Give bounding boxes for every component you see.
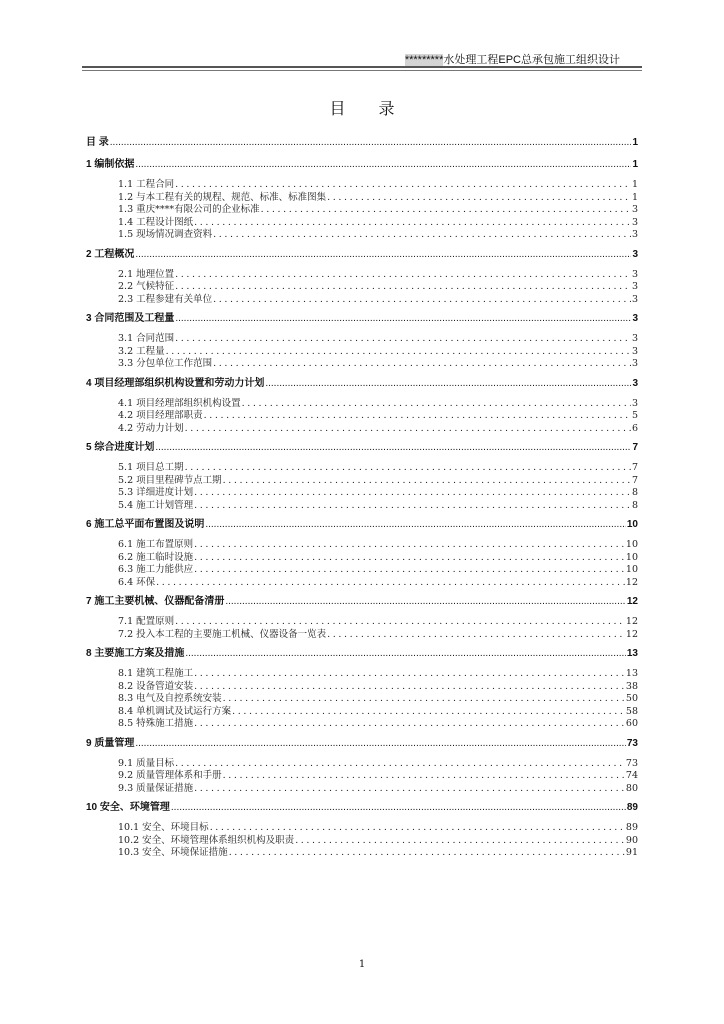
toc-subentry[interactable] (86, 459, 638, 472)
dot-leader (194, 564, 625, 575)
toc-entry[interactable] (86, 133, 638, 149)
toc-section (86, 245, 638, 304)
toc-subentries (86, 536, 638, 586)
toc-subentry[interactable] (86, 561, 638, 574)
dot-leader (204, 410, 631, 421)
toc-subentry-page: 80 (625, 782, 638, 794)
dot-leader (223, 770, 625, 781)
toc-subentry-page: 3 (631, 333, 638, 344)
toc-entry[interactable] (86, 309, 638, 325)
toc-subentry-label: 7.1 配置原则 (118, 616, 175, 627)
toc-subentry-label: 9.3 质量保证措施 (118, 782, 194, 794)
toc-subentry[interactable] (86, 574, 638, 587)
toc-subentry-page: 3 (631, 216, 638, 228)
toc-subentries (86, 665, 638, 728)
toc-entry-page: 1 (632, 137, 638, 148)
toc-subentry-page: 58 (625, 705, 638, 717)
toc-subentry[interactable] (86, 214, 638, 227)
toc-subentry-page: 10 (625, 539, 638, 550)
toc-section (86, 644, 638, 728)
toc-subentry[interactable] (86, 715, 638, 728)
toc-entry-page: 1 (632, 159, 638, 170)
toc-subentry-page: 7 (631, 474, 638, 486)
toc-subentry-page: 3 (631, 268, 638, 280)
toc-subentry-label: 3.3 分包单位工作范围 (118, 358, 213, 369)
dot-leader (156, 577, 625, 588)
toc-section (86, 133, 638, 149)
toc-entry[interactable] (86, 155, 638, 171)
toc-subentry-label: 5.3 详细进度计划 (118, 487, 194, 498)
toc-subentry-page: 3 (631, 358, 638, 369)
toc-subentries (86, 459, 638, 509)
toc-subentry-page: 12 (625, 628, 638, 640)
toc-entry-page: 3 (632, 313, 638, 324)
toc-subentry-label: 10.3 安全、环境保证措施 (118, 847, 228, 858)
toc-subentry-label: 6.4 环保 (118, 576, 156, 588)
toc-subentry-page: 10 (625, 564, 638, 575)
toc-subentries (86, 395, 638, 433)
toc-subentry-label: 8.2 设备管道安装 (118, 680, 194, 692)
toc-entry-label: 6 施工总平面布置图及说明 (86, 519, 205, 530)
toc-entry-label: 7 施工主要机械、仪器配备清册 (86, 596, 225, 607)
toc-entry[interactable] (86, 374, 638, 390)
dot-leader (194, 487, 631, 498)
toc-subentry[interactable] (86, 355, 638, 368)
toc-subentry[interactable] (86, 291, 638, 304)
toc-subentries (86, 613, 638, 638)
toc-subentry[interactable] (86, 407, 638, 420)
toc-subentry[interactable] (86, 420, 638, 433)
toc-entry-page: 73 (626, 737, 638, 749)
toc-subentry-label: 8.4 单机调试及试运行方案 (118, 705, 232, 717)
toc-subentry-label: 1.5 现场情况调查资料 (118, 229, 213, 240)
dot-leader (232, 706, 625, 717)
dot-leader (213, 294, 631, 305)
toc-subentry[interactable] (86, 678, 638, 691)
toc-entry[interactable] (86, 734, 638, 750)
header-mask: ********* (404, 54, 444, 66)
toc-entry[interactable] (86, 245, 638, 261)
toc-subentries (86, 330, 638, 368)
dot-leader (175, 758, 625, 769)
dot-leader (194, 500, 631, 511)
toc-subentry[interactable] (86, 472, 638, 485)
toc-subentry-label: 8.5 特殊施工措施 (118, 718, 194, 729)
dot-leader (213, 229, 631, 240)
dot-leader (229, 847, 625, 858)
toc-section (86, 798, 638, 857)
dot-leader (175, 269, 631, 280)
toc-subentry-page: 38 (625, 680, 638, 692)
toc-entry-label: 3 合同范围及工程量 (86, 313, 175, 324)
running-header (405, 51, 620, 67)
toc-subentry[interactable] (86, 484, 638, 497)
toc-section (86, 309, 638, 368)
toc-subentry[interactable] (86, 201, 638, 214)
toc-subentry[interactable] (86, 755, 638, 768)
dot-leader (166, 346, 631, 357)
toc-subentry-label: 1.4 工程设计图纸 (118, 216, 194, 228)
toc-subentry-page: 7 (631, 462, 638, 473)
header-title: 水处理工程EPC总承包施工组织设计 (443, 54, 620, 66)
toc-subentry-page: 13 (625, 668, 638, 679)
dot-leader (223, 475, 631, 486)
toc-subentry-page: 50 (625, 693, 638, 704)
toc-subentry-page: 3 (631, 345, 638, 357)
toc-subentry-label: 2.2 气候特征 (118, 281, 175, 292)
toc-subentry-page: 8 (631, 499, 638, 511)
toc-subentry[interactable] (86, 278, 638, 291)
toc-entry-label: 5 综合进度计划 (86, 442, 155, 453)
toc-subentry-label: 6.1 施工布置原则 (118, 539, 194, 550)
dot-leader (175, 313, 631, 324)
toc-subentry-label: 1.1 工程合同 (118, 179, 175, 190)
dot-leader (155, 442, 631, 453)
toc-subentry-page: 1 (631, 191, 638, 203)
toc-subentry[interactable] (86, 266, 638, 279)
toc-subentries (86, 176, 638, 239)
toc-subentry[interactable] (86, 665, 638, 678)
toc-subentry-page: 3 (631, 397, 638, 409)
dot-leader (194, 539, 625, 550)
toc-subentry-label: 3.1 合同范围 (118, 333, 175, 344)
toc-entry-label: 2 工程概况 (86, 248, 135, 260)
dot-leader (175, 281, 631, 292)
toc-entry-page: 13 (626, 648, 638, 659)
toc-subentry-page: 1 (631, 179, 638, 190)
toc-section (86, 515, 638, 586)
dot-leader (194, 552, 625, 563)
toc-subentry-page: 74 (625, 770, 638, 781)
toc-entry-page: 3 (632, 248, 638, 260)
toc-section (86, 592, 638, 638)
toc-subentry[interactable] (86, 832, 638, 845)
toc-subentry[interactable] (86, 613, 638, 626)
toc-subentry-label: 10.2 安全、环境管理体系组织机构及职责 (118, 834, 295, 846)
toc-entry[interactable] (86, 438, 638, 454)
dot-leader (261, 204, 631, 215)
toc-subentry-page: 8 (631, 487, 638, 498)
dot-leader (213, 358, 631, 369)
table-of-contents (86, 133, 638, 857)
dot-leader (135, 159, 631, 170)
toc-entry-label: 1 编制依据 (86, 159, 135, 170)
toc-subentry-label: 4.2 劳动力计划 (118, 422, 184, 434)
dot-leader (194, 783, 625, 794)
dot-leader (327, 629, 625, 640)
toc-subentry[interactable] (86, 549, 638, 562)
toc-subentry[interactable] (86, 330, 638, 343)
toc-subentry-page: 73 (625, 757, 638, 769)
toc-entry-label: 9 质量管理 (86, 737, 135, 749)
toc-subentry-label: 9.1 质量目标 (118, 757, 175, 769)
toc-entry[interactable] (86, 515, 638, 531)
toc-subentry-label: 4.1 项目经理部组织机构设置 (118, 397, 241, 409)
toc-subentry-label: 8.3 电气及自控系统安装 (118, 693, 222, 704)
toc-subentry[interactable] (86, 226, 638, 239)
toc-subentry[interactable] (86, 703, 638, 716)
dot-leader (194, 718, 625, 729)
toc-entry[interactable] (86, 798, 638, 814)
dot-leader (194, 681, 625, 692)
toc-subentry-page: 91 (625, 847, 638, 858)
dot-leader (194, 217, 631, 228)
toc-subentry[interactable] (86, 536, 638, 549)
page-number: 1 (358, 959, 366, 970)
toc-subentry-label: 7.2 投入本工程的主要施工机械、仪器设备一览表 (118, 628, 327, 640)
dot-leader (171, 802, 626, 813)
toc-subentry-page: 5 (631, 410, 638, 421)
toc-entry-label: 10 安全、环境管理 (86, 802, 170, 813)
toc-subentry-label: 3.2 工程量 (118, 345, 165, 357)
toc-subentry-page: 60 (625, 718, 638, 729)
toc-entry-page: 12 (626, 596, 638, 607)
toc-entry-page: 3 (632, 377, 638, 389)
toc-subentry-label: 5.4 施工计划管理 (118, 499, 194, 511)
toc-entry-label: 4 项目经理部组织机构设置和劳动力计划 (86, 377, 265, 389)
toc-section (86, 374, 638, 433)
toc-subentry-page: 3 (631, 204, 638, 215)
toc-subentry-label: 5.2 项目里程碑节点工期 (118, 474, 222, 486)
toc-subentry[interactable] (86, 626, 638, 639)
toc-subentry-label: 9.2 质量管理体系和手册 (118, 770, 222, 781)
dot-leader (223, 693, 625, 704)
dot-leader (185, 648, 626, 659)
toc-subentry-label: 2.3 工程参建有关单位 (118, 293, 213, 305)
toc-subentry[interactable] (86, 767, 638, 780)
toc-entry[interactable] (86, 592, 638, 608)
dot-leader (265, 378, 631, 389)
dot-leader (135, 249, 631, 260)
toc-subentry-label: 4.2 项目经理部职责 (118, 410, 203, 421)
toc-subentry-page: 6 (631, 422, 638, 434)
toc-entry-page: 89 (626, 802, 638, 813)
toc-entry-label: 目 录 (86, 137, 109, 148)
toc-entry-page: 10 (626, 519, 638, 530)
toc-subentry-label: 10.1 安全、环境目标 (118, 822, 209, 833)
toc-subentry[interactable] (86, 780, 638, 793)
toc-section (86, 734, 638, 793)
toc-subentry[interactable] (86, 819, 638, 832)
toc-subentry-label: 1.2 与本工程有关的规程、规范、标准、标准图集 (118, 191, 327, 203)
toc-subentry-page: 89 (625, 822, 638, 833)
toc-entry-label: 8 主要施工方案及措施 (86, 648, 185, 659)
toc-subentry-page: 10 (625, 551, 638, 563)
toc-subentry-label: 8.1 建筑工程施工 (118, 668, 194, 679)
toc-subentries (86, 819, 638, 857)
toc-subentries (86, 755, 638, 793)
toc-subentry-page: 3 (631, 281, 638, 292)
dot-leader (327, 192, 631, 203)
dot-leader (242, 398, 631, 409)
toc-subentry[interactable] (86, 844, 638, 857)
toc-subentry[interactable] (86, 189, 638, 202)
toc-subentry-page: 3 (631, 229, 638, 240)
toc-subentry[interactable] (86, 497, 638, 510)
dot-leader (135, 738, 626, 749)
toc-entry[interactable] (86, 644, 638, 660)
dot-leader (205, 519, 626, 530)
dot-leader (295, 835, 625, 846)
dot-leader (225, 596, 626, 607)
dot-leader (185, 462, 631, 473)
toc-subentry[interactable] (86, 343, 638, 356)
toc-subentry-label: 6.3 施工力能供应 (118, 564, 194, 575)
toc-subentry[interactable] (86, 690, 638, 703)
toc-subentry-label: 5.1 项目总工期 (118, 462, 184, 473)
toc-section (86, 438, 638, 509)
toc-subentry-label: 6.2 施工临时设施 (118, 551, 194, 563)
dot-leader (110, 137, 632, 148)
toc-subentry-page: 12 (625, 616, 638, 627)
toc-title: 目 录 (329, 99, 409, 118)
dot-leader (175, 333, 631, 344)
toc-subentry[interactable] (86, 176, 638, 189)
toc-subentry[interactable] (86, 395, 638, 408)
toc-subentries (86, 266, 638, 304)
dot-leader (194, 668, 625, 679)
toc-entry-page: 7 (632, 442, 638, 453)
toc-subentry-page: 3 (631, 293, 638, 305)
toc-section (86, 155, 638, 239)
toc-subentry-label: 2.1 地理位置 (118, 268, 175, 280)
toc-subentry-label: 1.3 重庆****有限公司的企业标准 (118, 204, 260, 215)
header-rule (82, 66, 642, 71)
toc-subentry-page: 90 (625, 834, 638, 846)
toc-subentry-page: 12 (625, 576, 638, 588)
dot-leader (185, 423, 631, 434)
